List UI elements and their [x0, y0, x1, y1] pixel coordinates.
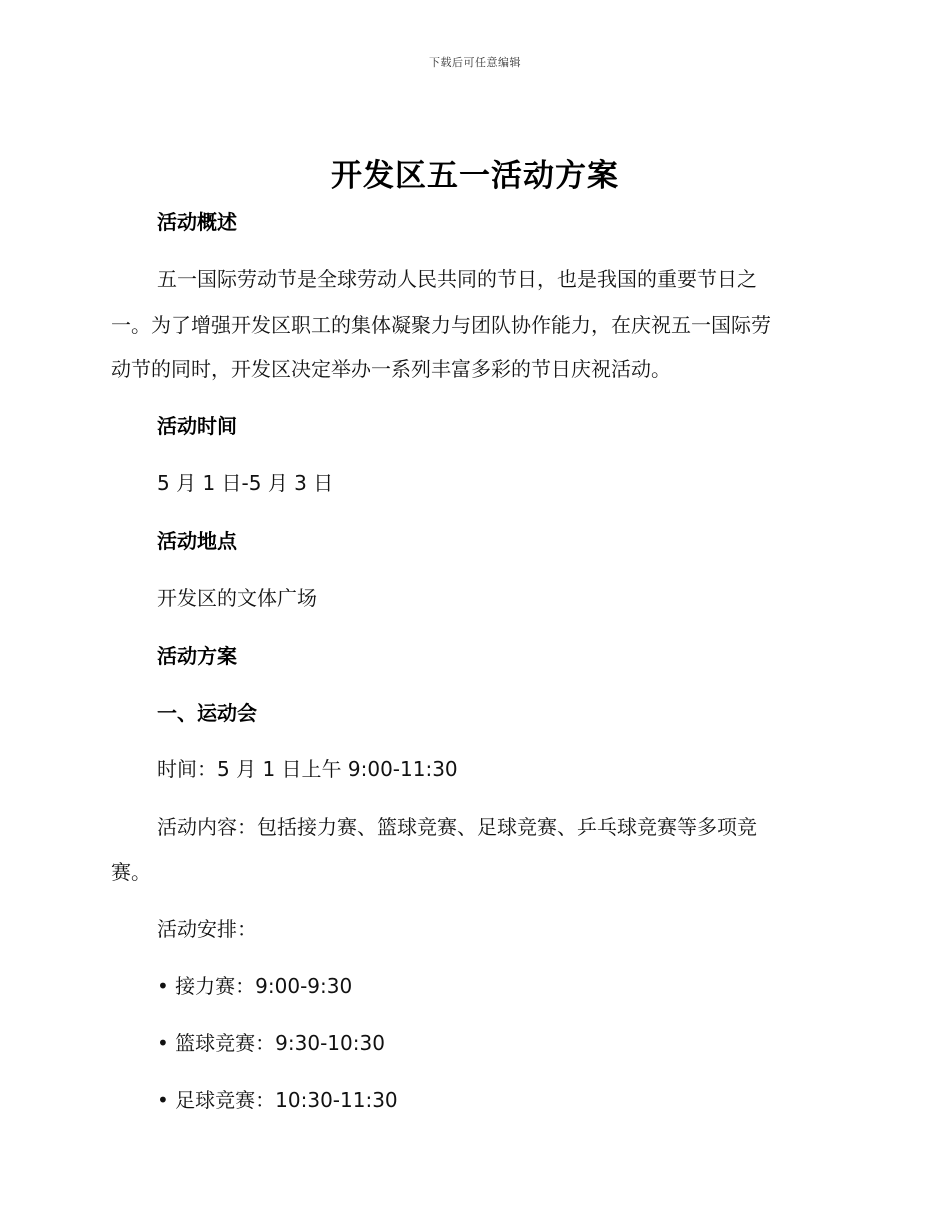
sports-time: 时间：5 月 1 日上午 9:00-11:30 — [157, 757, 458, 781]
sports-content-line-1: 活动内容：包括接力赛、篮球竞赛、足球竞赛、乒乓球竞赛等多项竞 — [157, 815, 757, 839]
schedule-item-basketball: • 篮球竞赛：9:30-10:30 — [157, 1031, 385, 1055]
overview-paragraph-line-3: 动节的同时，开发区决定举办一系列丰富多彩的节日庆祝活动。 — [111, 357, 671, 381]
schedule-item-football: • 足球竞赛：10:30-11:30 — [157, 1088, 398, 1112]
sports-heading: 一、运动会 — [157, 701, 257, 725]
time-value: 5 月 1 日-5 月 3 日 — [157, 471, 334, 495]
sports-content-line-2: 赛。 — [111, 860, 151, 884]
place-heading: 活动地点 — [157, 529, 237, 553]
time-heading: 活动时间 — [157, 414, 237, 438]
plan-heading: 活动方案 — [157, 644, 237, 668]
header-note: 下载后可任意编辑 — [429, 56, 521, 69]
place-value: 开发区的文体广场 — [157, 586, 317, 610]
overview-paragraph-line-1: 五一国际劳动节是全球劳动人民共同的节日，也是我国的重要节日之 — [157, 267, 757, 291]
document-title: 开发区五一活动方案 — [331, 158, 619, 194]
arrangement-heading: 活动安排： — [157, 917, 257, 941]
overview-heading: 活动概述 — [157, 210, 237, 234]
schedule-item-relay: • 接力赛：9:00-9:30 — [157, 974, 353, 998]
overview-paragraph-line-2: 一。为了增强开发区职工的集体凝聚力与团队协作能力，在庆祝五一国际劳 — [111, 313, 771, 337]
